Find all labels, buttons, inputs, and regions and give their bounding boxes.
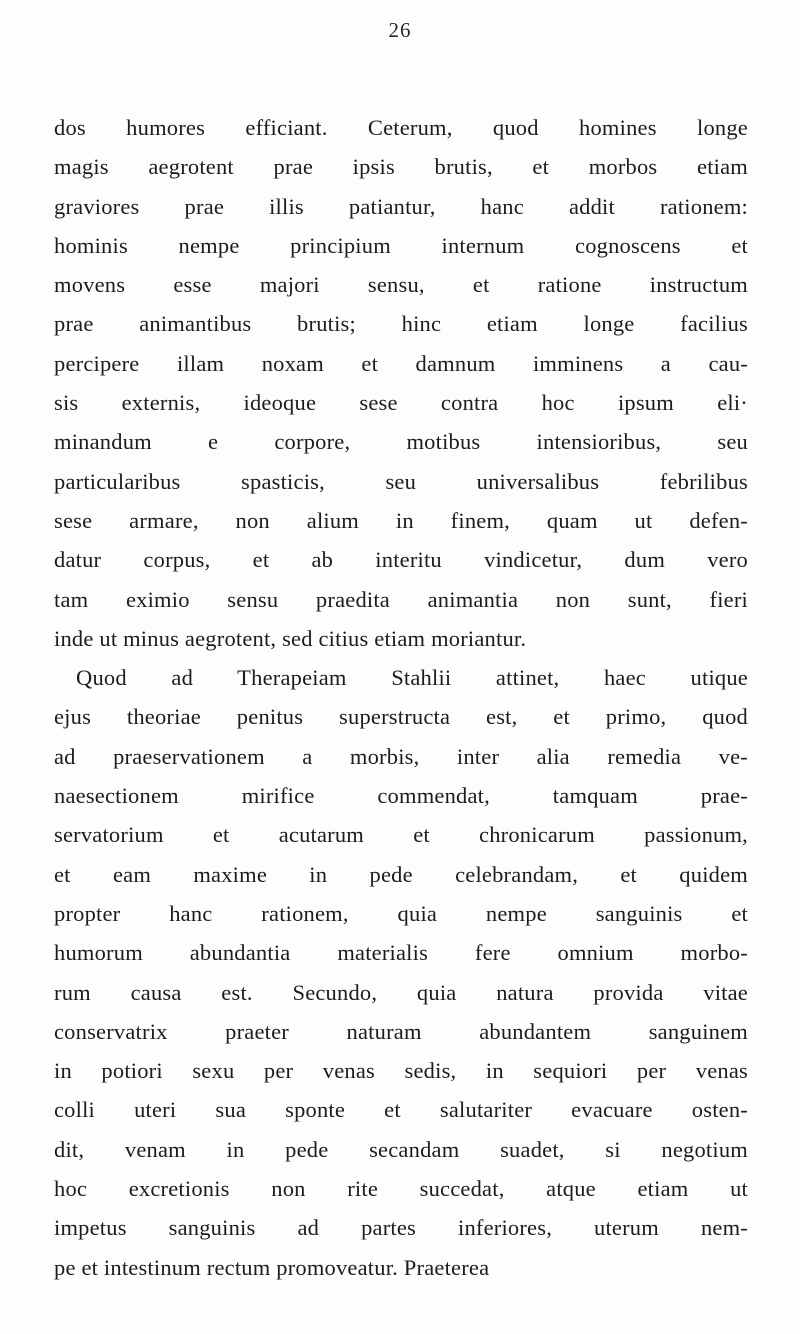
text-line: magis aegrotent prae ipsis brutis, et morbos etiam xyxy=(54,154,748,180)
text-line: minandum e corpore, motibus intensioribus, seu xyxy=(54,429,748,455)
text-line: propter hanc rationem, quia nempe sanguinis et xyxy=(54,900,748,926)
text-line: naesectionem mirifice commendat, tamquam prae- xyxy=(54,783,748,809)
text-line: percipere illam noxam et damnum imminens a cau- xyxy=(54,350,748,376)
text-line: dos humores efficiant. Ceterum, quod homines longe xyxy=(54,115,748,140)
text-line: et eam maxime in pede celebrandam, et quidem xyxy=(54,861,748,887)
text-line: conservatrix praeter naturam abundantem sanguinem xyxy=(54,1018,748,1044)
text-line: movens esse majori sensu, et ratione instructum xyxy=(54,272,748,298)
text-line: impetus sanguinis ad partes inferiores, uterum nem- xyxy=(54,1215,748,1241)
text-line: sese armare, non alium in finem, quam ut defen- xyxy=(54,507,748,533)
text-line: datur corpus, et ab interitu vindicetur, dum vero xyxy=(54,547,748,573)
text-line: pe et intestinum rectum promoveatur. Praeterea xyxy=(54,1254,490,1280)
text-line: rum causa est. Secundo, quia natura provida vitae xyxy=(54,979,748,1005)
text-line: sis externis, ideoque sese contra hoc ipsum eli· xyxy=(54,390,748,416)
text-line: in potiori sexu per venas sedis, in sequiori per venas xyxy=(54,1058,748,1084)
text-line: ejus theoriae penitus superstructa est, et primo, quod xyxy=(54,704,748,730)
text-line: inde ut minus aegrotent, sed citius etiam moriantur. xyxy=(54,625,527,651)
text-line: graviores prae illis patiantur, hanc addit rationem: xyxy=(54,193,748,219)
text-line: prae animantibus brutis; hinc etiam longe facilius xyxy=(54,311,748,337)
text-line: hoc excretionis non rite succedat, atque etiam ut xyxy=(54,1176,748,1202)
body-text xyxy=(54,108,748,1287)
text-line: ad praeservationem a morbis, inter alia remedia ve- xyxy=(54,743,748,769)
text-line: humorum abundantia materialis fere omnium morbo- xyxy=(54,940,748,966)
text-line: dit, venam in pede secandam suadet, si negotium xyxy=(54,1136,748,1162)
text-line: particularibus spasticis, seu universalibus febrilibus xyxy=(54,468,748,494)
text-line: servatorium et acutarum et chronicarum passionum, xyxy=(54,822,748,848)
paragraph-start-line: Quod ad Therapeiam Stahlii attinet, haec utique xyxy=(76,665,748,691)
text-line: colli uteri sua sponte et salutariter evacuare osten- xyxy=(54,1097,748,1123)
text-line: hominis nempe principium internum cognoscens et xyxy=(54,232,748,258)
page-number: 26 xyxy=(388,18,412,42)
text-line: tam eximio sensu praedita animantia non sunt, fieri xyxy=(54,586,748,612)
